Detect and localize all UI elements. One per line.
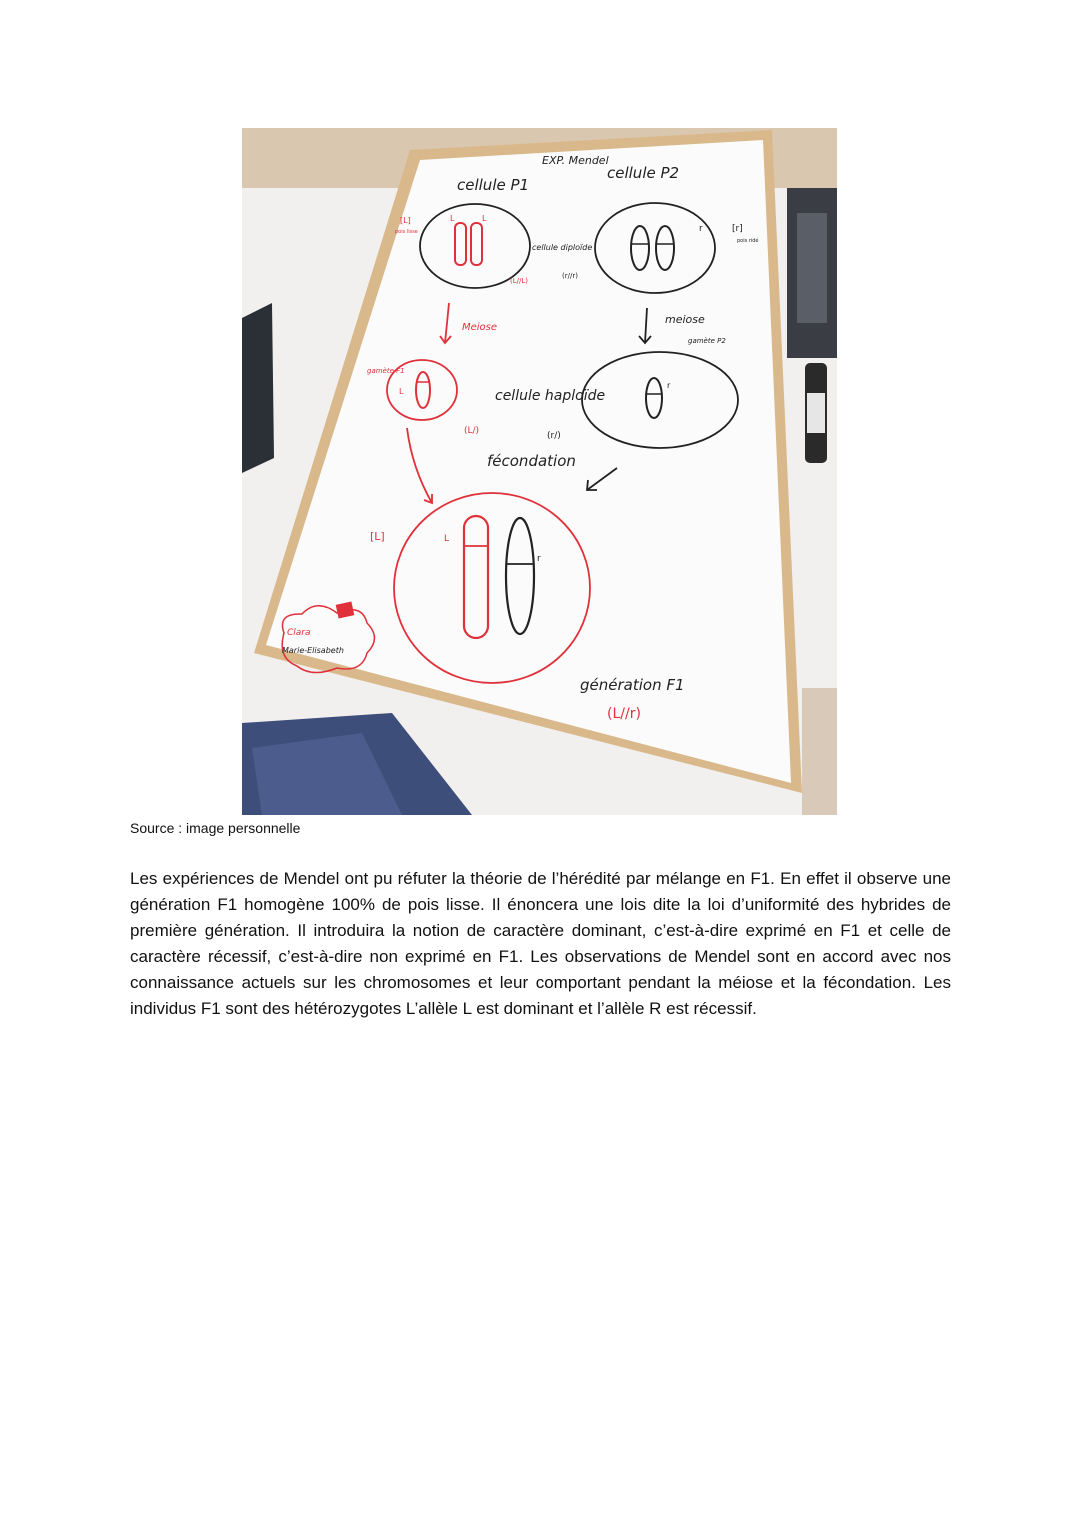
gamete-p2: gamète P2 <box>688 337 726 345</box>
allele-label: r <box>537 554 541 564</box>
author-2: Marie-Elisabeth <box>282 646 344 655</box>
diploid-label: cellule diploïde <box>532 243 593 252</box>
phenotype-p2-sub: pois ridé <box>737 238 759 244</box>
phenotype-p1: [L] <box>400 216 411 225</box>
fecondation-label: fécondation <box>487 452 576 470</box>
allele-label: r <box>667 381 671 390</box>
gamete-f1: gamète F1 <box>367 367 405 375</box>
board-title: EXP. Mendel <box>542 154 609 167</box>
genotype-gamete-r: (r/) <box>547 431 561 441</box>
allele-label: L <box>482 214 487 223</box>
allele-label: r <box>699 224 703 234</box>
cell-p1-label: cellule P1 <box>457 176 530 194</box>
body-paragraph: Les expériences de Mendel ont pu réfuter la théorie de l’hérédité par mélange en F1. En effet il observe une génération F1 homogène 100% de pois lisse. Il énoncera une lois dite la loi d’uniformité des hybrides de première génération. Il introduira la notion de caractère dominant, c’est-à-dire exprimé en F1 et celle de caractère récessif, c’est-à-dire non exprimé en F1. Les observations de Mendel sont en accord avec nos connaissance actuels sur les chromosomes et leur comportant pendant la méiose et la fécondation. Les individus F1 sont des hétérozygotes L’allèle L est dominant et l’allèle R est récessif. <box>130 869 951 1018</box>
allele-label: L <box>444 534 450 544</box>
genotype-p2: (r//r) <box>562 272 578 280</box>
phenotype-p1-sub: pois lisse <box>395 229 418 235</box>
allele-label: L <box>399 387 404 396</box>
haploid-label: cellule haploïde <box>495 388 606 404</box>
generation-f1-label: génération F1 <box>580 676 685 694</box>
meiose-right: meiose <box>665 313 705 326</box>
figure-caption: Source : image personnelle <box>130 820 301 836</box>
author-1: Clara <box>287 628 311 638</box>
meiose-left: Meiose <box>462 322 498 333</box>
cell-p2-label: cellule P2 <box>607 164 680 182</box>
allele-label: L <box>450 214 455 223</box>
phenotype-p2: [r] <box>732 224 743 234</box>
whiteboard-photo <box>242 128 837 815</box>
genotype-f1: (L//r) <box>607 706 641 722</box>
genotype-gamete-l: (L/) <box>464 426 480 436</box>
genotype-p1: (L//L) <box>510 277 528 285</box>
phenotype-f1: [L] <box>370 530 385 543</box>
